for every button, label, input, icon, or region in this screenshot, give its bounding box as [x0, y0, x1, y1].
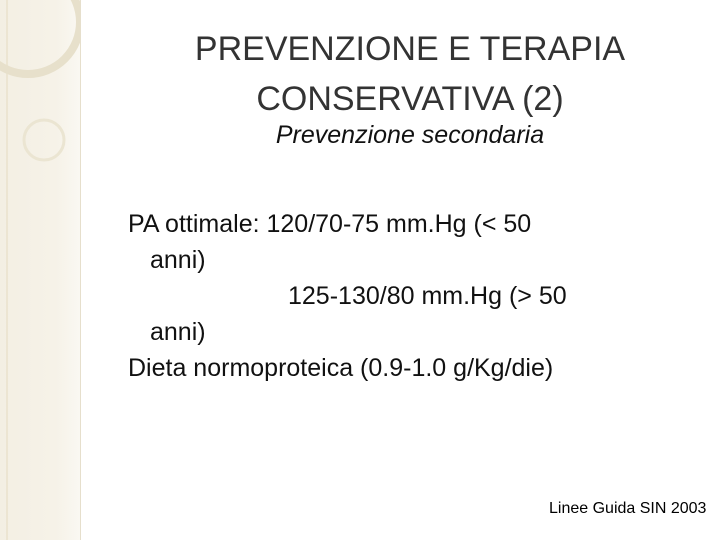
- footer-clip: [549, 496, 720, 526]
- decorative-ring-large: [0, 0, 80, 74]
- slide-subtitle: Prevenzione secondaria: [275, 121, 545, 149]
- body-line-age-over: anni): [150, 318, 206, 346]
- decorative-side-band: [0, 0, 81, 540]
- slide-title: [150, 24, 670, 124]
- title-line-2: CONSERVATIVA (2): [256, 80, 564, 118]
- body-line-age-under: anni): [150, 246, 206, 274]
- decorative-ring-small: [24, 120, 64, 160]
- body-line-pa-older: 125-130/80 mm.Hg (> 50: [288, 282, 567, 310]
- slide-body: [128, 206, 708, 386]
- slide-footer-source: Linee Guida SIN 2003: [549, 500, 707, 517]
- title-line-1: PREVENZIONE E TERAPIA: [194, 30, 626, 68]
- body-line-pa-optimal: PA ottimale: 120/70-75 mm.Hg (< 50: [128, 210, 532, 238]
- body-line-diet: Dieta normoproteica (0.9-1.0 g/Kg/die): [128, 354, 554, 382]
- decorative-circles: [0, 0, 80, 200]
